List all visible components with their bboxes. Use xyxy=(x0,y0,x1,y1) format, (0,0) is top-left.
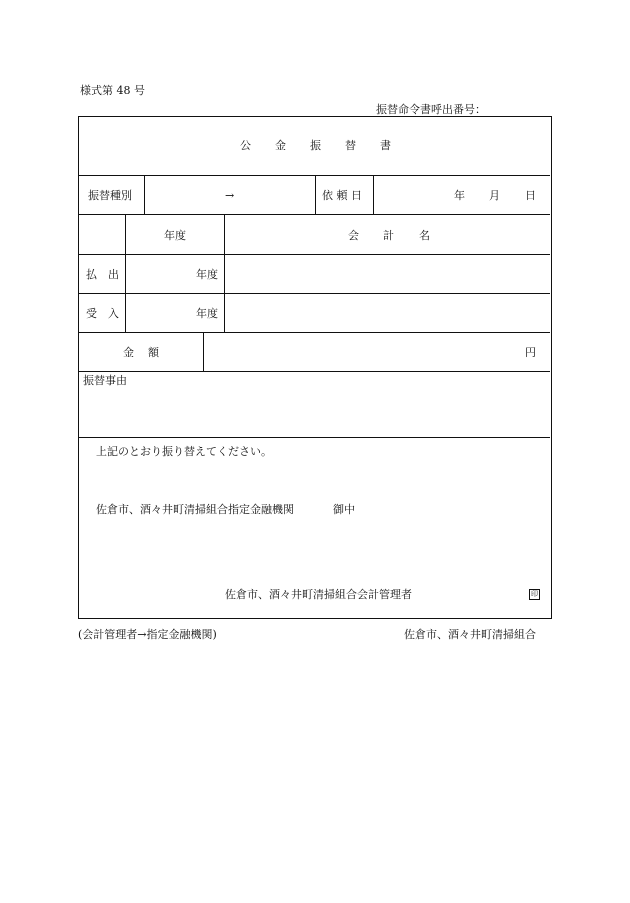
amount-label-char: 金 xyxy=(123,346,134,359)
receipt-label-char: 受 xyxy=(86,307,97,320)
title-char: 替 xyxy=(345,139,356,152)
divider xyxy=(79,254,550,255)
call-number-label: 振替命令書呼出番号： xyxy=(376,103,486,116)
arrow-icon: → xyxy=(225,189,235,202)
divider xyxy=(79,437,550,438)
divider xyxy=(144,175,145,214)
account-name-char: 会 xyxy=(348,229,359,242)
receipt-label-char: 入 xyxy=(108,307,119,320)
yen-unit: 円 xyxy=(525,346,536,359)
divider xyxy=(125,214,126,332)
footer-left: (会計管理者→指定金融機関) xyxy=(78,628,217,641)
divider xyxy=(79,371,550,372)
receipt-fiscal-year: 年度 xyxy=(196,307,218,320)
title-char: 書 xyxy=(380,139,391,152)
payout-fiscal-year: 年度 xyxy=(196,268,218,281)
divider xyxy=(203,332,204,371)
title-char: 振 xyxy=(310,139,321,152)
amount-label-char: 額 xyxy=(148,346,159,359)
payout-label-char: 払 xyxy=(86,268,97,281)
addressee: 佐倉市、酒々井町清掃組合指定金融機関 xyxy=(96,503,294,516)
signer: 佐倉市、酒々井町清掃組合会計管理者 xyxy=(225,588,412,601)
divider xyxy=(79,214,550,215)
fiscal-year-header: 年度 xyxy=(164,229,186,242)
divider xyxy=(224,214,225,332)
title-char: 金 xyxy=(275,139,286,152)
month-label: 月 xyxy=(489,189,500,202)
year-label: 年 xyxy=(454,189,465,202)
divider xyxy=(373,175,374,214)
title-char: 公 xyxy=(240,139,251,152)
divider xyxy=(79,332,550,333)
transfer-form xyxy=(78,116,552,619)
reason-label: 振替事由 xyxy=(83,374,127,387)
request-date-label: 依 頼 日 xyxy=(322,189,362,202)
account-name-char: 計 xyxy=(383,229,394,242)
seal-icon: 印 xyxy=(531,590,538,598)
divider xyxy=(315,175,316,214)
account-name-char: 名 xyxy=(419,229,430,242)
form-number: 様式第 48 号 xyxy=(80,84,145,97)
day-label: 日 xyxy=(525,189,536,202)
payout-label-char: 出 xyxy=(108,268,119,281)
divider xyxy=(79,293,550,294)
request-text: 上記のとおり振り替えてください。 xyxy=(96,445,272,458)
transfer-type-label: 振替種別 xyxy=(88,189,132,202)
honorific: 御中 xyxy=(333,503,355,516)
footer-right: 佐倉市、酒々井町清掃組合 xyxy=(404,628,536,641)
